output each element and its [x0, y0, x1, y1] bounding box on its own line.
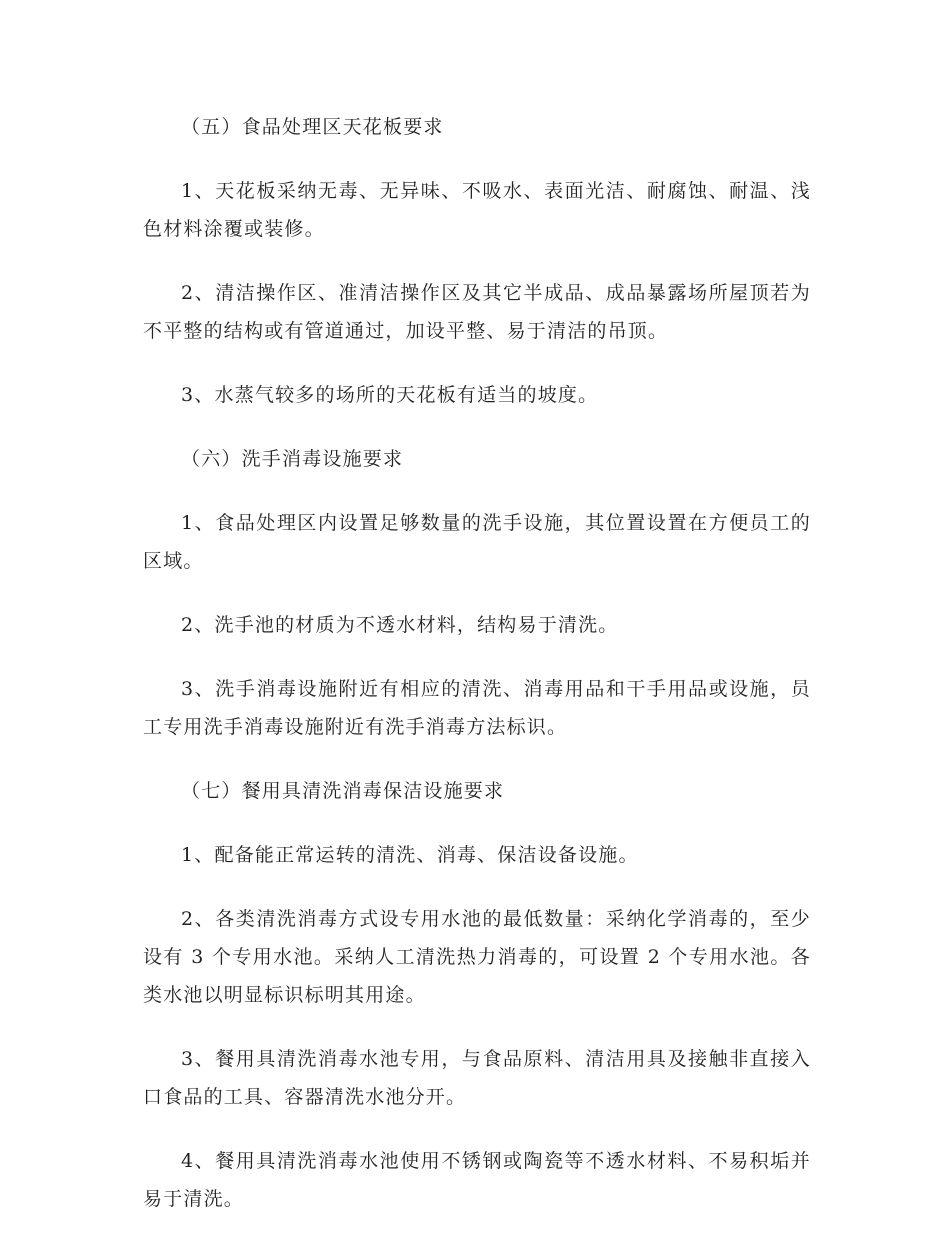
paragraph-5-1: 1、天花板采纳无毒、无异味、不吸水、表面光洁、耐腐蚀、耐温、浅色材料涂覆或装修。 [143, 180, 811, 240]
paragraph-5-3: 3、水蒸气较多的场所的天花板有适当的坡度。 [181, 384, 599, 406]
paragraph-6-3: 3、洗手消毒设施附近有相应的清洗、消毒用品和干手用品或设施，员工专用洗手消毒设施附近有洗手消毒方法标识。 [143, 678, 811, 738]
paragraph-7-1: 1、配备能正常运转的清洗、消毒、保洁设备设施。 [181, 844, 639, 866]
paragraph-6-1: 1、食品处理区内设置足够数量的洗手设施，其位置设置在方便员工的区域。 [143, 512, 811, 572]
section-heading-7: （七）餐用具清洗消毒保洁设施要求 [181, 780, 505, 802]
paragraph-7-4: 4、餐用具清洗消毒水池使用不锈钢或陶瓷等不透水材料、不易积垢并易于清洗。 [143, 1150, 811, 1210]
document-body [143, 108, 811, 1244]
section-heading-6: （六）洗手消毒设施要求 [181, 448, 404, 470]
section-heading-5: （五）食品处理区天花板要求 [181, 116, 444, 138]
paragraph-7-2: 2、各类清洗消毒方式设专用水池的最低数量：采纳化学消毒的，至少设有 3 个专用水池。采纳人工清洗热力消毒的，可设置 2 个专用水池。各类水池以明显标识标明其用途。 [143, 908, 811, 1006]
paragraph-7-3: 3、餐用具清洗消毒水池专用，与食品原料、清洁用具及接触非直接入口食品的工具、容器清洗水池分开。 [143, 1048, 811, 1108]
paragraph-5-2: 2、清洁操作区、准清洁操作区及其它半成品、成品暴露场所屋顶若为不平整的结构或有管道通过，加设平整、易于清洁的吊顶。 [143, 282, 811, 342]
paragraph-6-2: 2、洗手池的材质为不透水材料，结构易于清洗。 [181, 614, 619, 636]
